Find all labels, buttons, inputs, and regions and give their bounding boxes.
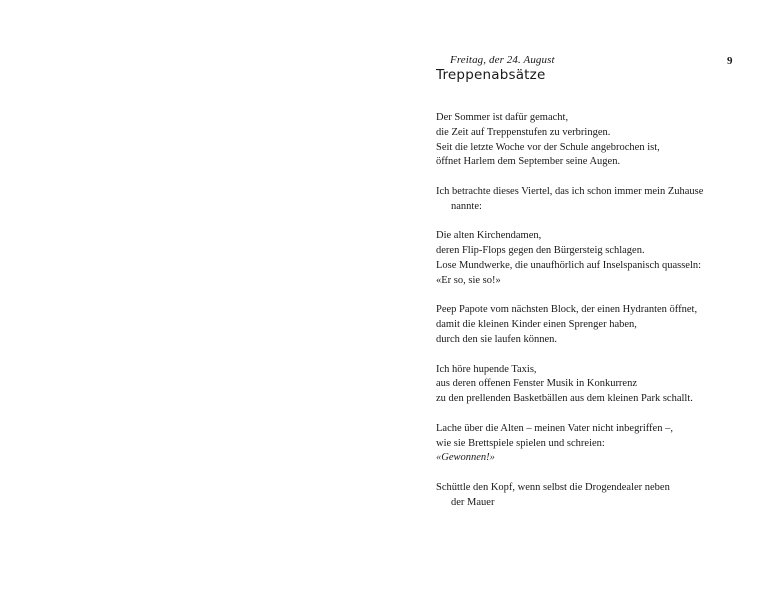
- poem-line: deren Flip-Flops gegen den Bürgersteig schlagen.: [436, 245, 645, 257]
- poem-line: Die alten Kirchendamen,: [436, 230, 542, 242]
- poem-line: wie sie Brettspiele spielen und schreien:: [436, 437, 605, 449]
- poem-line: die Zeit auf Treppenstufen zu verbringen.: [436, 126, 611, 138]
- stanza: [436, 363, 746, 407]
- poem-line: Lose Mundwerke, die unaufhörlich auf Inselspanisch quasseln:: [436, 259, 702, 271]
- poem-line: Ich betrachte dieses Viertel, das ich schon immer mein Zuhause: [436, 185, 704, 197]
- stanza: [436, 185, 746, 215]
- poem-line: Seit die letzte Woche vor der Schule angebrochen ist,: [436, 141, 660, 153]
- poem-body: [436, 111, 746, 525]
- poem-line: Peep Papote vom nächsten Block, der einen Hydranten öffnet,: [436, 304, 698, 316]
- poem-line: Ich höre hupende Taxis,: [436, 363, 537, 375]
- poem-line: damit die kleinen Kinder einen Sprenger haben,: [436, 319, 637, 331]
- stanza: [436, 422, 746, 466]
- stanza: [436, 111, 746, 170]
- poem-line-continuation: nannte:: [451, 200, 482, 212]
- poem-line-continuation: der Mauer: [451, 496, 495, 508]
- stanza: [436, 481, 746, 511]
- poem-line-exclamation: «Gewonnen!»: [436, 452, 495, 464]
- page-number: 9: [727, 55, 733, 67]
- poem-line: Schüttle den Kopf, wenn selbst die Drogendealer neben: [436, 481, 670, 493]
- poem-line: Der Sommer ist dafür gemacht,: [436, 112, 569, 123]
- date-heading: Freitag, der 24. August: [450, 54, 555, 66]
- poem-line: zu den prellenden Basketbällen aus dem kleinen Park schallt.: [436, 393, 693, 405]
- poem-line: aus deren offenen Fenster Musik in Konkurrenz: [436, 378, 638, 390]
- poem-title: Treppenabsätze: [436, 67, 546, 83]
- stanza: [436, 229, 746, 288]
- poem-line: durch den sie laufen können.: [436, 333, 558, 345]
- poem-line: «Er so, sie so!»: [436, 274, 501, 286]
- stanza: [436, 303, 746, 347]
- poem-line: Lache über die Alten – meinen Vater nicht inbegriffen –,: [436, 422, 673, 434]
- poem-line: öffnet Harlem dem September seine Augen.: [436, 156, 621, 168]
